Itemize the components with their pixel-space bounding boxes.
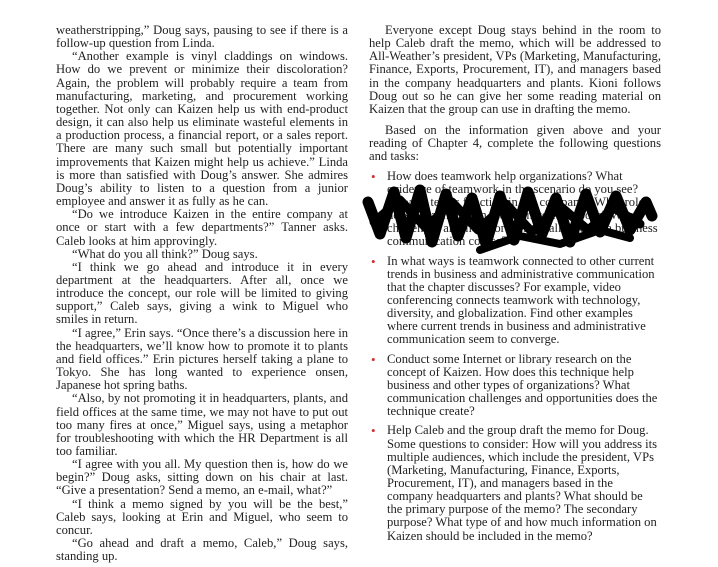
task-text: In what ways is teamwork connected to other current trends in business and administrative communication that the chapter discusses? For example, video conferencing connects teamwork with technology, diversity, and globalization. Find other examples where current trends in business and administrative communication seem to converge. (387, 253, 655, 347)
left-paragraph: weatherstripping,” Doug says, pausing to see if there is a follow-up question from Linda. (56, 23, 348, 51)
task-text: Help Caleb and the group draft the memo for Doug. Some questions to consider: How will you address its multiple audiences, which include the president, VPs (Marketing, Manufacturing, Finance, Exports, Procurement, IT), and managers based in the company headquarters and plants? What should be the primary purpose of the memo? The secondary purpose? What type of and how much information on Kaizen should be included in the memo? (387, 423, 658, 543)
left-paragraph: “Also, by not promoting it in headquarters, plants, and field offices at the same time, we may not have to put out too many fires at once,” Miguel says, using a metaphor for troubleshooting with which the HR Department is all too familiar. (56, 391, 348, 458)
left-paragraph: “I think a memo signed by you will be the best,” Caleb says, looking at Erin and Miguel, who seem to concur. (56, 496, 348, 537)
task-item (369, 424, 661, 542)
bullet-icon: • (371, 423, 376, 439)
task-item (369, 353, 661, 419)
left-paragraph: “Do we introduce Kaizen in the entire company at once or start with a few departments?” Tanner asks. Caleb looks at him approvingly. (56, 207, 348, 248)
left-paragraph: “Go ahead and draft a memo, Caleb,” Doug says, standing up. (56, 536, 348, 564)
bullet-icon: • (371, 253, 376, 269)
bullet-icon: • (371, 351, 376, 367)
bullet-icon: • (371, 168, 376, 184)
left-paragraph: “What do you all think?” Doug says. (72, 246, 258, 261)
left-column (56, 24, 348, 563)
task-item (369, 255, 661, 347)
task-text: Conduct some Internet or library research on the concept of Kaizen. How does this technique help business and other types of organizations? What communication challenges and opportunities does the technique create? (387, 351, 658, 419)
right-column (369, 24, 661, 549)
left-paragraph: “I think we go ahead and introduce it in every department at the headquarters. After all, once we introduce the concept, our role will be limited to giving support,” Caleb says, giving a wink to Miguel who smiles in return. (56, 259, 348, 327)
task-text: How does teamwork help organizations? What evidence of teamwork in the scenario do you see? How do teams function in the company? What role does Kaizen play in the teamwork purpose? What challenges are there for these challenges in a business communication course? (387, 168, 658, 249)
left-paragraph: “Another example is vinyl claddings on windows. How do we prevent or minimize their discoloration? Again, the problem will probably require a team from manufacturing, marketing, and procurement working together. Not only can Kaizen help us with end-product design, it can also help us eliminate wasteful elements in a production process, a financial report, or a sales report. There are many such small but potentially important improvements that Kaizen might help us achieve.” Linda is more than satisfied with Doug’s answer. She admires Doug’s ability to listen to a question from a junior employee and answer it as fully as he can. (56, 49, 348, 209)
task-list (369, 170, 661, 543)
right-paragraph: Everyone except Doug stays behind in the room to help Caleb draft the memo, which will be addressed to All-Weather’s president, VPs (Marketing, Manufacturing, Finance, Exports, Procurement, IT), and managers based in the company headquarters and plants. Kioni follows Doug out so he can give her some reading material on Kaizen that the group can use in drafting the memo. (369, 23, 661, 116)
task-item (369, 170, 661, 249)
left-paragraph: “I agree with you all. My question then is, how do we begin?” Doug asks, sitting down on his chair at last. “Give a presentation? Send a memo, an e-mail, what?” (56, 457, 348, 498)
right-paragraph: Based on the information given above and your reading of Chapter 4, complete the following questions and tasks: (369, 123, 661, 164)
left-paragraph: “I agree,” Erin says. “Once there’s a discussion here in the headquarters, we’ll know how to promote it to plants and field offices.” Erin pictures herself taking a plane to Tokyo. She has long wanted to experience onsen, Japanese hot spring baths. (56, 325, 348, 393)
